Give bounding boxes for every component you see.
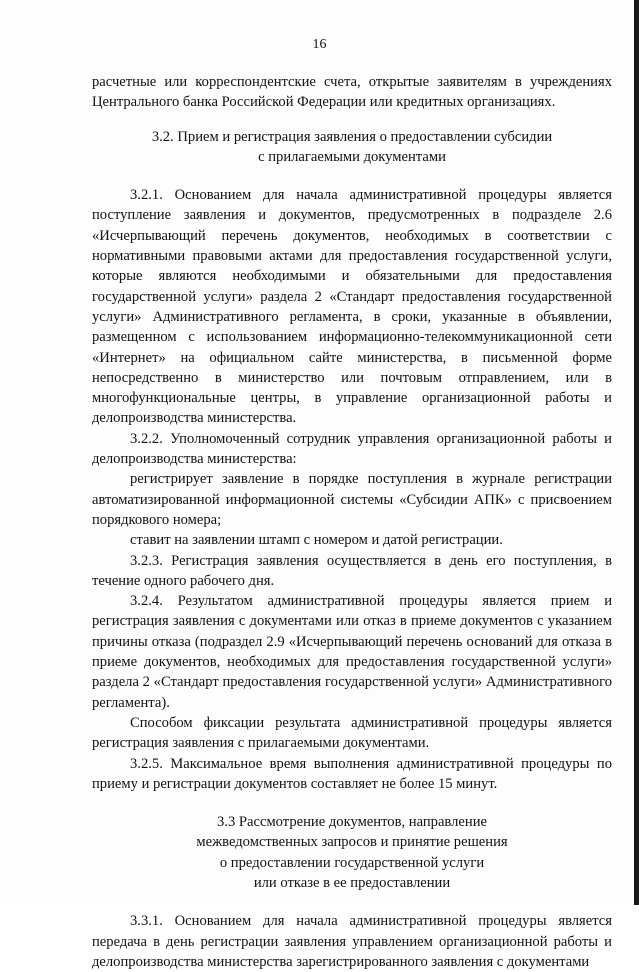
paragraph-3-2-2-stamp: ставит на заявлении штамп с номером и датой регистрации. (130, 532, 503, 549)
section-3-2-heading-line2: с прилагаемыми документами (258, 148, 446, 165)
paragraph-3-2-3: 3.2.3. Регистрация заявления осуществляется в день его поступления, в течение одного рабочего дня. (92, 552, 612, 589)
spacer (92, 167, 612, 185)
section-3-2-heading-line1: 3.2. Прием и регистрация заявления о предоставлении субсидии (151, 128, 553, 145)
spacer (92, 794, 612, 812)
paragraph-3-2-2-register: регистрирует заявление в порядке поступления в журнале регистрации автоматизированной информационной системы «Субсидии АПК» с присвоением порядкового номера; (92, 471, 612, 528)
spacer (92, 113, 612, 127)
page-number: 16 (312, 37, 327, 52)
paragraph-3-2-1: 3.2.1. Основанием для начала административной процедуры является поступление заявления и документов, предусмотренных в подразделе 2.6 «Исчерпывающий перечень документов, необходимых в соответствии с нормативными правовыми актами для предоставления государственной услуги, которые являются необходимыми и обязательными для предоставления государственной услуги» раздела 2 «Стандарт предоставления государственной услуги» Административного регламента, в сроки, указанные в объявлении, размещенном с использованием информационно-телекоммуникационной сети «Интернет» на официальном сайте министерства, в письменной форме непосредственно в министерство или почтовым отправлением, или в многофункциональные центры, в управление организационной работы и делопроизводства министерства. (92, 187, 612, 427)
paragraph-3-2-2: 3.2.2. Уполномоченный сотрудник управления организационной работы и делопроизводства министерства: (92, 430, 612, 468)
paragraph-3-2-4-fixation: Способом фиксации результата административной процедуры является регистрация заявления с прилагаемыми документами. (92, 714, 612, 752)
paragraph-3-2-4: 3.2.4. Результатом административной процедуры является прием и регистрация заявления с документами или отказ в приеме документов с указанием причины отказа (подраздел 2.9 «Исчерпывающий перечень оснований для отказа в приеме документов, необходимых для предоставления государственной услуги» раздела 2 «Стандарт предоставления государственной услуги» Административного регламента). (92, 593, 612, 711)
section-3-3-heading-line4: или отказе в ее предоставлении (253, 874, 451, 891)
paragraph-3-3-1: 3.3.1. Основанием для начала административной процедуры является передача в день регистрации заявления управлением организационной работы и делопроизводства министерства зарегистрированного заявления с документами (92, 913, 612, 970)
document-body (92, 72, 612, 972)
scan-edge-shadow (634, 0, 639, 905)
section-3-3-heading-line3: о предоставлении государственной услуги (219, 854, 485, 871)
paragraph-3-2-5: 3.2.5. Максимальное время выполнения административной процедуры по приему и регистрации документов составляет не более 15 минут. (92, 755, 612, 792)
intro-paragraph: расчетные или корреспондентские счета, открытые заявителям в учреждениях Центрального банка Российской Федерации или кредитных организациях. (92, 74, 612, 111)
section-3-3-heading-line2: межведомственных запросов и принятие решения (196, 834, 508, 851)
section-3-3-heading-line1: 3.3 Рассмотрение документов, направление (217, 814, 487, 831)
spacer (92, 893, 612, 911)
